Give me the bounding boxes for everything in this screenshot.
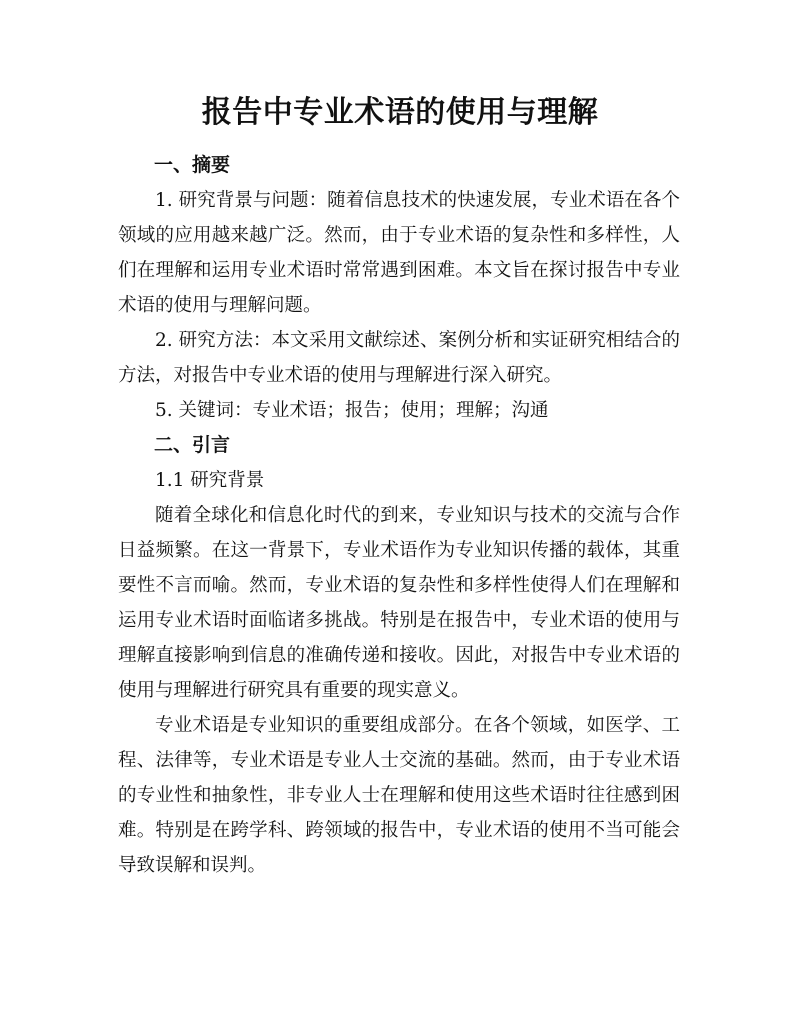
abstract-item-2: 2. 研究方法：本文采用文献综述、案例分析和实证研究相结合的方法，对报告中专业术语的使用与理解进行深入研究。 (118, 330, 680, 386)
section-heading-introduction: 二、引言 (154, 434, 231, 456)
abstract-item-1: 1. 研究背景与问题：随着信息技术的快速发展，专业术语在各个领域的应用越来越广泛。然而，由于专业术语的复杂性和多样性，人们在理解和运用专业术语时常常遇到困难。本文旨在探讨报告中专业术语的使用与理解问题。 (118, 190, 680, 316)
section-heading-abstract: 一、摘要 (154, 154, 231, 176)
document-title: 报告中专业术语的使用与理解 (201, 95, 599, 130)
abstract-keywords: 5. 关键词：专业术语；报告；使用；理解；沟通 (155, 400, 549, 421)
subsection-heading-background: 1.1 研究背景 (155, 470, 265, 491)
document-body (118, 148, 680, 883)
introduction-paragraph-2: 专业术语是专业知识的重要组成部分。在各个领域，如医学、工程、法律等，专业术语是专业人士交流的基础。然而，由于专业术语的专业性和抽象性，非专业人士在理解和使用这些术语时往往感到困难。特别是在跨学科、跨领域的报告中，专业术语的使用不当可能会导致误解和误判。 (118, 715, 680, 876)
introduction-paragraph-1: 随着全球化和信息化时代的到来，专业知识与技术的交流与合作日益频繁。在这一背景下，专业术语作为专业知识传播的载体，其重要性不言而喻。然而，专业术语的复杂性和多样性使得人们在理解和运用专业术语时面临诸多挑战。特别是在报告中，专业术语的使用与理解直接影响到信息的准确传递和接收。因此，对报告中专业术语的使用与理解进行研究具有重要的现实意义。 (118, 505, 680, 701)
